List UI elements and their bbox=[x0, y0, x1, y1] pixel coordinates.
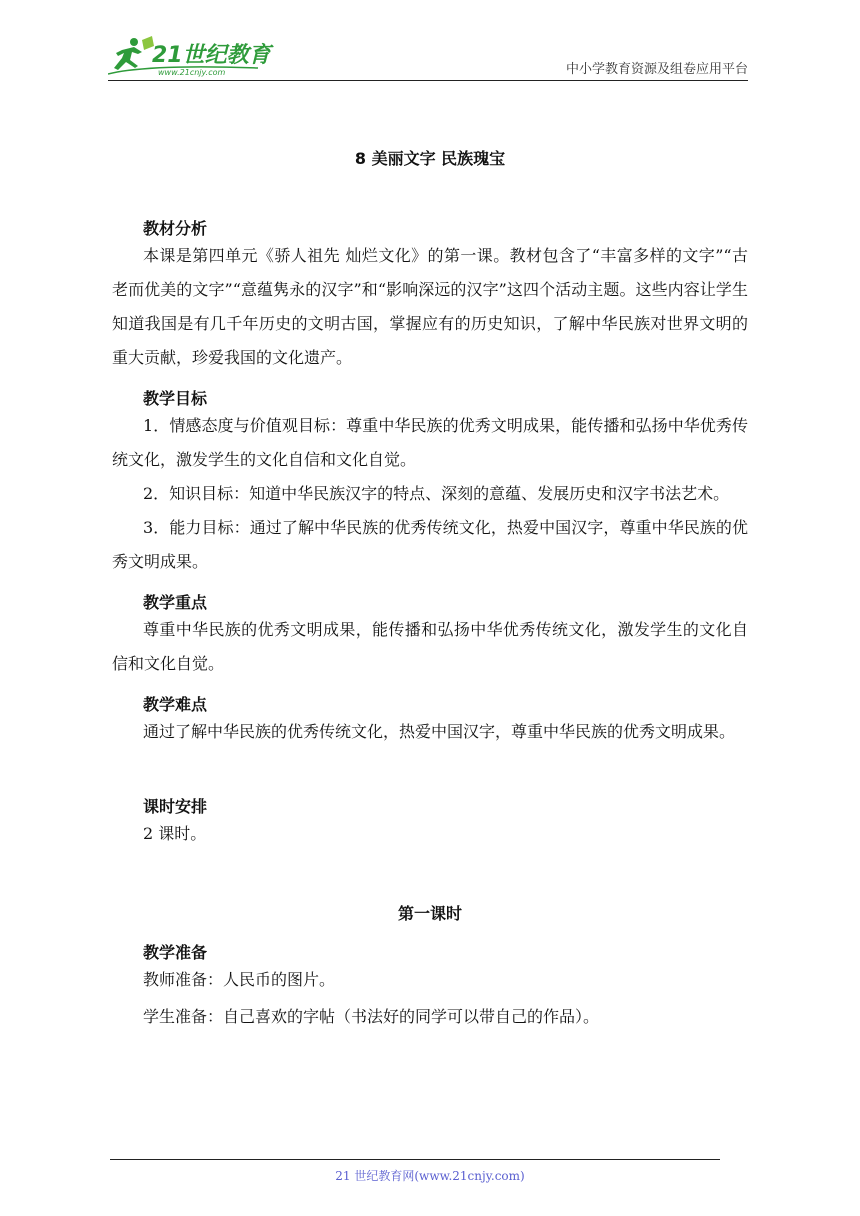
platform-tagline: 中小学教育资源及组卷应用平台 bbox=[565, 62, 748, 77]
site-logo[interactable] bbox=[108, 34, 278, 78]
runner-logo-icon bbox=[108, 34, 278, 78]
key-paragraph: 尊重中华民族的优秀文明成果，能传播和弘扬中华优秀传统文化，激发学生的文化自信和文化自觉。 bbox=[112, 620, 748, 673]
goal-item-1: 1．情感态度与价值观目标：尊重中华民族的优秀文明成果，能传播和弘扬中华优秀传统文化，激发学生的文化自信和文化自觉。 bbox=[112, 416, 748, 469]
prep-heading: 教学准备 bbox=[143, 943, 208, 962]
analysis-heading: 教材分析 bbox=[143, 219, 208, 238]
prep-student: 学生准备：自己喜欢的字帖（书法好的同学可以带自己的作品）。 bbox=[143, 1007, 600, 1026]
schedule-heading: 课时安排 bbox=[143, 797, 208, 816]
difficult-paragraph: 通过了解中华民族的优秀传统文化，热爱中国汉字，尊重中华民族的优秀文明成果。 bbox=[143, 722, 736, 741]
analysis-paragraph: 本课是第四单元《骄人祖先 灿烂文化》的第一课。教材包含了“丰富多样的文字”“古老而优美的文字”“意蕴隽永的汉字”和“影响深远的汉字”这四个活动主题。这些内容让学生知道我国是有几千年历史的文明古国，掌握应有的历史知识，了解中华民族对世界文明的重大贡献，珍爱我国的文化遗产。 bbox=[112, 246, 748, 367]
page-header bbox=[108, 34, 748, 80]
goals-heading: 教学目标 bbox=[143, 389, 208, 408]
lesson1-title: 第一课时 bbox=[397, 904, 462, 923]
header-divider bbox=[108, 80, 748, 81]
logo-text: 21世纪教育 bbox=[152, 43, 271, 68]
goal-item-2: 2．知识目标：知道中华民族汉字的特点、深刻的意蕴、发展历史和汉字书法艺术。 bbox=[143, 484, 730, 503]
difficult-heading: 教学难点 bbox=[143, 695, 208, 714]
lesson-title: 8 美丽文字 民族瑰宝 bbox=[354, 149, 506, 168]
goal-item-3: 3．能力目标：通过了解中华民族的优秀传统文化，热爱中国汉字，尊重中华民族的优秀文明成果。 bbox=[112, 518, 748, 571]
footer-divider bbox=[110, 1159, 720, 1160]
footer-link[interactable]: 21 世纪教育网(www.21cnjy.com) bbox=[335, 1169, 525, 1183]
key-heading: 教学重点 bbox=[143, 593, 208, 612]
prep-teacher: 教师准备：人民币的图片。 bbox=[143, 970, 336, 989]
schedule-paragraph: 2 课时。 bbox=[143, 824, 207, 843]
logo-url: www.21cnjy.com bbox=[158, 68, 226, 77]
